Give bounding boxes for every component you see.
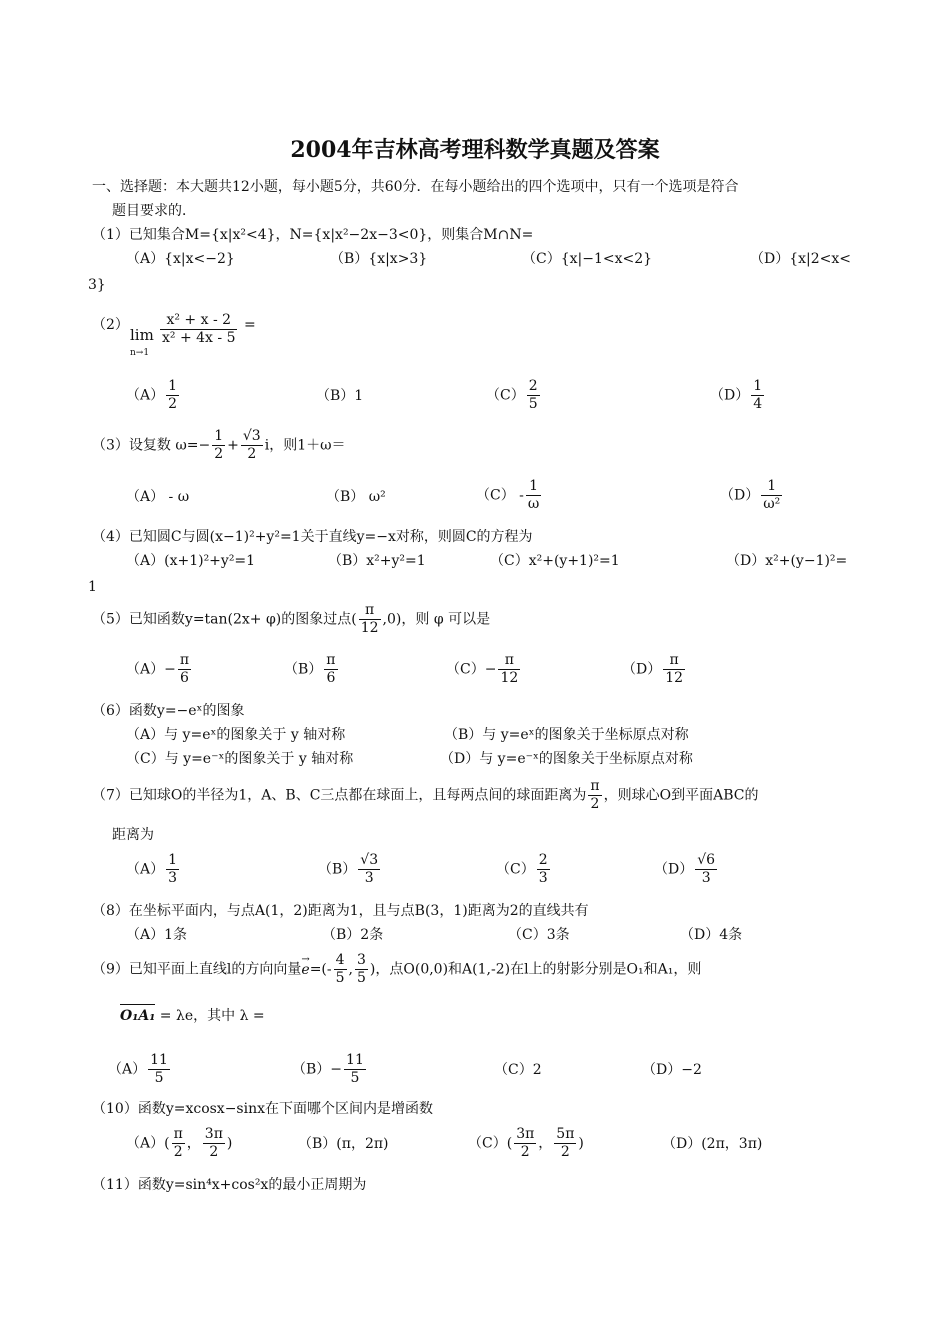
q9-option-d: （D）−2 [642, 1062, 702, 1078]
q4-option-b: （B）x²+y²=1 [328, 553, 426, 569]
q10-stem: （10）函数y=xcosx−sinx在下面哪个区间内是增函数 [92, 1101, 434, 1117]
q3-tail: i，则1＋ω＝ [264, 437, 346, 454]
q2-d-num: 1 [753, 378, 763, 394]
q3-c-den: ω [527, 496, 540, 512]
q9-lambda: = λe，其中 λ = [159, 1008, 265, 1024]
q10-c-close: ) [578, 1135, 584, 1152]
q2-c-den: 5 [528, 396, 538, 412]
q2-label: （2） [92, 317, 129, 333]
q1-option-b: （B）{x|x>3} [330, 251, 428, 267]
q2-a-num: 1 [168, 378, 178, 394]
q3-d-den: ω² [763, 496, 781, 512]
q7-a-label: （A） [126, 861, 165, 878]
q9-vector [301, 953, 310, 979]
q7-a-num: 1 [168, 852, 178, 868]
q7-c-label: （C） [496, 861, 535, 878]
q5-point-den: 12 [360, 620, 379, 636]
q10-a-label: （A）( [126, 1135, 170, 1152]
q2-lim-sub: n→1 [130, 348, 150, 358]
q2-a-den: 2 [168, 396, 178, 412]
q3-pre: （3）设复数 ω=− [92, 437, 211, 454]
q4-option-d-wrap: 1 [88, 579, 97, 595]
q5-c-label: （C）− [446, 661, 497, 678]
q10-c-label: （C）( [468, 1135, 513, 1152]
q7-b-num: √3 [360, 852, 379, 868]
q10-a-sep: ， [186, 1135, 201, 1152]
q9-post: )，点O(0,0)和A(1,-2)在l上的射影分别是O₁和A₁，则 [369, 961, 702, 978]
q9-pre: （9）已知平面上直线l的方向向量 [92, 961, 302, 978]
q1-stem: （1）已知集合M={x|x²<4}，N={x|x²−2x−3<0}，则集合M∩N= [92, 227, 534, 243]
q2-num: x² + x - 2 [160, 312, 237, 330]
q3-c-label: （C） - [476, 487, 524, 504]
q7-option-a [126, 852, 181, 887]
q7-f-den: 2 [590, 796, 600, 812]
section-heading-wrap: 题目要求的． [112, 203, 196, 219]
q7-c-den: 3 [538, 870, 548, 886]
q9-option-b [292, 1052, 368, 1087]
q3-f1-den: 2 [214, 446, 224, 462]
q9-stem [92, 952, 701, 987]
q6-option-d: （D）与 y=e⁻ˣ的图象关于坐标原点对称 [440, 751, 693, 767]
q2-den: x² + 4x - 5 [162, 330, 236, 346]
q5-option-b [284, 652, 340, 687]
q5-a-label: （A）− [126, 661, 176, 678]
q4-stem: （4）已知圆C与圆(x−1)²+y²=1关于直线y=−x对称，则圆C的方程为 [92, 529, 533, 545]
q2-d-label: （D） [710, 387, 750, 404]
q9-o1a1: O₁A₁ [120, 1004, 155, 1025]
q7-a-den: 3 [168, 870, 178, 886]
q10-c1-den: 2 [520, 1144, 530, 1160]
q9-b-num: 11 [346, 1052, 364, 1068]
q5-option-c [446, 652, 522, 687]
q9-b-label: （B）− [292, 1061, 343, 1078]
q1-option-d-wrap: 3} [88, 277, 106, 293]
q3-stem [92, 428, 346, 463]
q9-f1-den: 5 [335, 970, 345, 986]
q8-option-a: （A）1条 [126, 927, 188, 943]
q5-b-label: （B） [284, 661, 323, 678]
vector-arrow-icon: → [301, 953, 310, 965]
q5-option-d [622, 652, 687, 687]
q2-option-d [710, 378, 766, 413]
q3-option-a: （A） - ω [126, 489, 190, 505]
q5-point-num: π [359, 602, 381, 620]
q7-c-num: 2 [538, 852, 548, 868]
q6-stem: （6）函数y=−eˣ的图象 [92, 703, 245, 719]
q7-d-num: √6 [697, 852, 716, 868]
q9-f2-den: 5 [357, 970, 366, 986]
q6-option-a: （A）与 y=eˣ的图象关于 y 轴对称 [126, 727, 346, 743]
q2-option-a [126, 378, 181, 413]
q10-a2-num: 3π [204, 1126, 223, 1142]
q5-c-num: π [498, 652, 520, 670]
q2-fraction [158, 312, 239, 347]
q9-f1-num: 4 [335, 952, 345, 968]
q6-option-b: （B）与 y=eˣ的图象关于坐标原点对称 [444, 727, 689, 743]
q8-option-d: （D）4条 [680, 927, 743, 943]
q3-option-d [720, 478, 784, 513]
q5-post: ,0)，则 φ 可以是 [382, 611, 491, 628]
q7-d-den: 3 [701, 870, 711, 886]
q5-d-label: （D） [622, 661, 662, 678]
q5-option-a [126, 652, 193, 687]
q9-f2-num: 3 [357, 952, 366, 968]
q10-option-c [468, 1126, 584, 1161]
q10-option-a [126, 1126, 232, 1161]
q10-c1-num: 3π [516, 1126, 535, 1142]
q4-option-c: （C）x²+(y+1)²=1 [490, 553, 620, 569]
q1-option-a: （A）{x|x<−2} [126, 251, 235, 267]
q2-c-num: 2 [528, 378, 538, 394]
q2-lim: lim [130, 326, 154, 344]
q9-vector-e: e [301, 961, 310, 978]
q3-plus: + [227, 437, 239, 454]
q9-a-den: 5 [154, 1070, 164, 1086]
q10-option-b: （B）(π，2π) [298, 1136, 389, 1152]
q2-option-b: （B）1 [316, 388, 364, 404]
q7-b-den: 3 [364, 870, 374, 886]
q10-a-close: ) [226, 1135, 233, 1152]
q9-a-num: 11 [150, 1052, 168, 1068]
q3-f2-den: 2 [247, 446, 257, 462]
q5-c-den: 12 [500, 670, 519, 686]
q9-eq: =(- [309, 961, 332, 978]
q5-b-den: 6 [326, 670, 336, 686]
q9-line2 [120, 1004, 265, 1025]
q8-option-c: （C）3条 [508, 927, 570, 943]
q7-option-c [496, 852, 552, 887]
q9-option-a [108, 1052, 172, 1087]
q7-option-b [318, 852, 382, 887]
q7-f-num: π [590, 778, 600, 794]
q5-pre: （5）已知函数y=tan(2x+ φ)的图象过点( [92, 611, 357, 628]
q10-c-sep: ， [538, 1135, 553, 1152]
q5-a-num: π [179, 652, 190, 668]
q7-stem-wrap: 距离为 [112, 827, 154, 843]
q10-a1-num: π [173, 1126, 183, 1142]
q10-c2-num: 5π [556, 1126, 575, 1142]
q2-eq: = [244, 317, 256, 333]
q3-f2-num: √3 [242, 428, 261, 444]
q10-a1-den: 2 [173, 1144, 183, 1160]
q3-d-num: 1 [761, 478, 782, 496]
page-title: 2004年吉林高考理科数学真题及答案 [290, 137, 660, 163]
q2-d-den: 4 [753, 396, 763, 412]
q11-stem: （11）函数y=sin⁴x+cos²x的最小正周期为 [92, 1177, 367, 1193]
q9-comma: , [348, 961, 353, 978]
q9-a-label: （A） [108, 1061, 147, 1078]
q7-b-label: （B） [318, 861, 357, 878]
q4-option-d: （D）x²+(y−1)²= [726, 553, 848, 569]
q3-option-b: （B） ω² [326, 489, 386, 505]
q10-a2-den: 2 [209, 1144, 219, 1160]
q3-c-num: 1 [526, 478, 541, 496]
q7-pre: （7）已知球O的半径为1，A、B、C三点都在球面上，且每两点间的球面距离为 [92, 787, 587, 804]
q3-f1-num: 1 [214, 428, 224, 444]
q7-stem [92, 778, 758, 813]
q3-option-c [476, 478, 543, 513]
q3-d-label: （D） [720, 487, 760, 504]
q7-option-d [654, 852, 719, 887]
q5-d-num: π [663, 652, 685, 670]
section-heading: 一、选择题：本大题共12小题，每小题5分，共60分．在每小题给出的四个选项中，只有一个选项是符合 [92, 179, 739, 195]
q9-option-c: （C）2 [494, 1062, 542, 1078]
q8-stem: （8）在坐标平面内，与点A(1，2)距离为1，且与点B(3，1)距离为2的直线共有 [92, 903, 589, 919]
q5-stem [92, 602, 490, 637]
q8-option-b: （B）2条 [322, 927, 384, 943]
q4-option-a: （A）(x+1)²+y²=1 [126, 553, 256, 569]
q5-d-den: 12 [665, 670, 684, 686]
q10-option-d: （D）(2π，3π) [662, 1136, 763, 1152]
q5-a-den: 6 [179, 670, 189, 686]
q2-option-c [486, 378, 542, 413]
q6-option-c: （C）与 y=e⁻ˣ的图象关于 y 轴对称 [126, 751, 354, 767]
q7-post: ，则球心O到平面ABC的 [603, 787, 759, 804]
q10-c2-den: 2 [560, 1144, 570, 1160]
q2-a-label: （A） [126, 387, 165, 404]
q2-c-label: （C） [486, 387, 525, 404]
q9-b-den: 5 [350, 1070, 360, 1086]
q5-b-num: π [326, 652, 336, 668]
q7-d-label: （D） [654, 861, 694, 878]
q1-option-d: （D）{x|2<x< [750, 251, 852, 267]
q1-option-c: （C）{x|−1<x<2} [522, 251, 653, 267]
